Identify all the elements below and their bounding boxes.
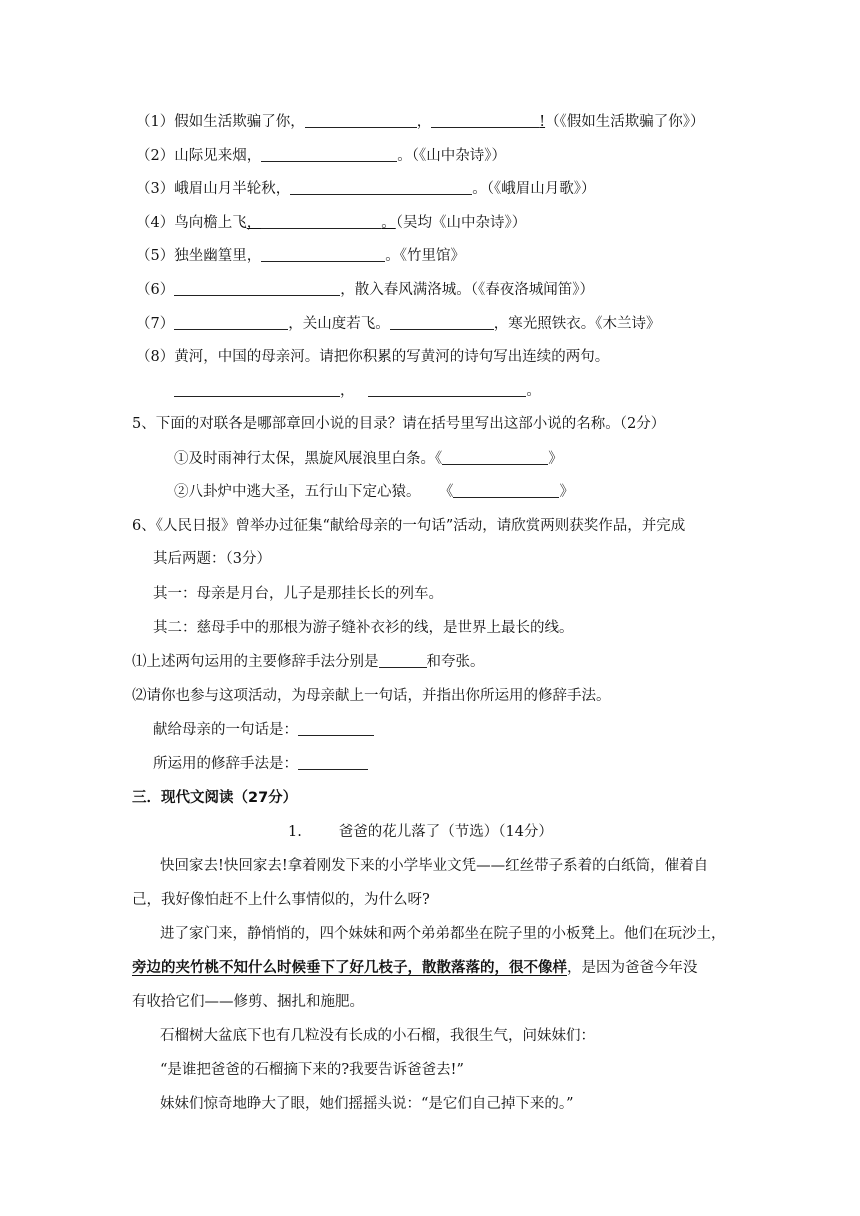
q4-item-1: （1）假如生活欺骗了你， ， !（《假如生活欺骗了你》） bbox=[136, 114, 705, 130]
answer-blank[interactable] bbox=[453, 484, 559, 498]
answer-blank[interactable] bbox=[261, 213, 381, 229]
answer-blank[interactable] bbox=[379, 654, 427, 668]
paragraph-2-line-1: 进了家门来，静悄悄的，四个妹妹和两个弟弟都坐在院子里的小板凳上。他们在玩沙土， bbox=[160, 926, 726, 942]
q6-example-2: 其二：慈母手中的那根为游子缝补衣衫的线，是世界上最长的线。 bbox=[153, 620, 574, 636]
paragraph-2-line-2: 旁边的夹竹桃不知什么时候垂下了好几枝子，散散落落的，很不像样，是因为爸爸今年没 bbox=[132, 959, 698, 976]
q4-item-6: （6） ，散入春风满洛城。（《春夜洛城闻笛》） bbox=[136, 282, 594, 298]
q4-item-8: （8）黄河，中国的母亲河。请把你积累的写黄河的诗句写出连续的两句。 bbox=[136, 349, 610, 365]
q4-item-8-blanks: ， 。 bbox=[174, 381, 541, 401]
section-3-heading: 三．现代文阅读（27分） bbox=[132, 790, 298, 806]
answer-blank[interactable] bbox=[298, 722, 374, 736]
q5-item-1: ①及时雨神行太保，黑旋风展浪里白条。《 》 bbox=[174, 451, 563, 467]
paragraph-2-line-3: 有收拾它们——修剪、捆扎和施肥。 bbox=[132, 994, 364, 1010]
q6-part-1: ⑴上述两句运用的主要修辞手法分别是 和夸张。 bbox=[132, 654, 485, 670]
answer-blank[interactable] bbox=[305, 112, 417, 128]
paragraph-4: “是谁把爸爸的石榴摘下来的?我要告诉爸爸去!” bbox=[160, 1062, 464, 1078]
answer-blank[interactable] bbox=[174, 381, 340, 397]
paragraph-5: 妹妹们惊奇地睁大了眼，她们摇摇头说：“是它们自己掉下来的。” bbox=[160, 1096, 574, 1112]
answer-blank[interactable] bbox=[368, 381, 526, 397]
answer-blank[interactable] bbox=[174, 314, 288, 330]
answer-blank[interactable] bbox=[290, 179, 472, 195]
answer-blank[interactable] bbox=[261, 246, 385, 262]
reading-title: 1. 爸爸的花儿落了（节选）（14分） bbox=[288, 824, 553, 840]
answer-blank[interactable] bbox=[261, 146, 397, 162]
underlined-sentence: 旁边的夹竹桃不知什么时候垂下了好几枝子，散散落落的，很不像样 bbox=[132, 959, 567, 976]
q6-answer-1: 献给母亲的一句话是： bbox=[153, 720, 374, 740]
q4-item-2: （2）山际见来烟， 。（《山中杂诗》） bbox=[136, 148, 506, 164]
answer-blank[interactable] bbox=[174, 280, 340, 296]
q4-item-4: （4）鸟向檐上飞， 。（吴均《山中杂诗》） bbox=[136, 215, 527, 231]
paragraph-3: 石榴树大盆底下也有几粒没有长成的小石榴，我很生气，问妹妹们： bbox=[160, 1028, 595, 1044]
answer-blank[interactable] bbox=[431, 112, 539, 128]
q4-item-7: （7） ，关山度若飞。 ，寒光照铁衣。《木兰诗》 bbox=[136, 316, 661, 332]
q4-item-5: （5）独坐幽篁里， 。《竹里馆》 bbox=[136, 248, 465, 264]
q5-title: 5、下面的对联各是哪部章回小说的目录？请在括号里写出这部小说的名称。（2分） bbox=[132, 416, 666, 432]
q6-title-cont: 其后两题：（3分） bbox=[153, 551, 271, 567]
answer-blank[interactable] bbox=[442, 451, 548, 465]
paragraph-1-line-1: 快回家去!快回家去!拿着刚发下来的小学毕业文凭——红丝带子系着的白纸筒，催着自 bbox=[160, 858, 709, 874]
answer-blank[interactable] bbox=[298, 756, 368, 770]
paragraph-1-line-2: 己，我好像怕赶不上什么事情似的，为什么呀? bbox=[132, 892, 430, 908]
q4-item-3: （3）峨眉山月半轮秋， 。（《峨眉山月歌》） bbox=[136, 181, 596, 197]
q6-part-2: ⑵请你也参与这项活动，为母亲献上一句话，并指出你所运用的修辞手法。 bbox=[132, 688, 611, 704]
q6-example-1: 其一：母亲是月台，儿子是那挂长长的列车。 bbox=[153, 586, 443, 602]
q5-item-2: ②八卦炉中逃大圣，五行山下定心猿。 《 》 bbox=[174, 484, 574, 500]
q6-answer-2: 所运用的修辞手法是： bbox=[153, 754, 368, 774]
q6-title: 6、《人民日报》曾举办过征集“献给母亲的一句话”活动，请欣赏两则获奖作品，并完成 bbox=[132, 518, 686, 534]
answer-blank[interactable] bbox=[390, 314, 494, 330]
